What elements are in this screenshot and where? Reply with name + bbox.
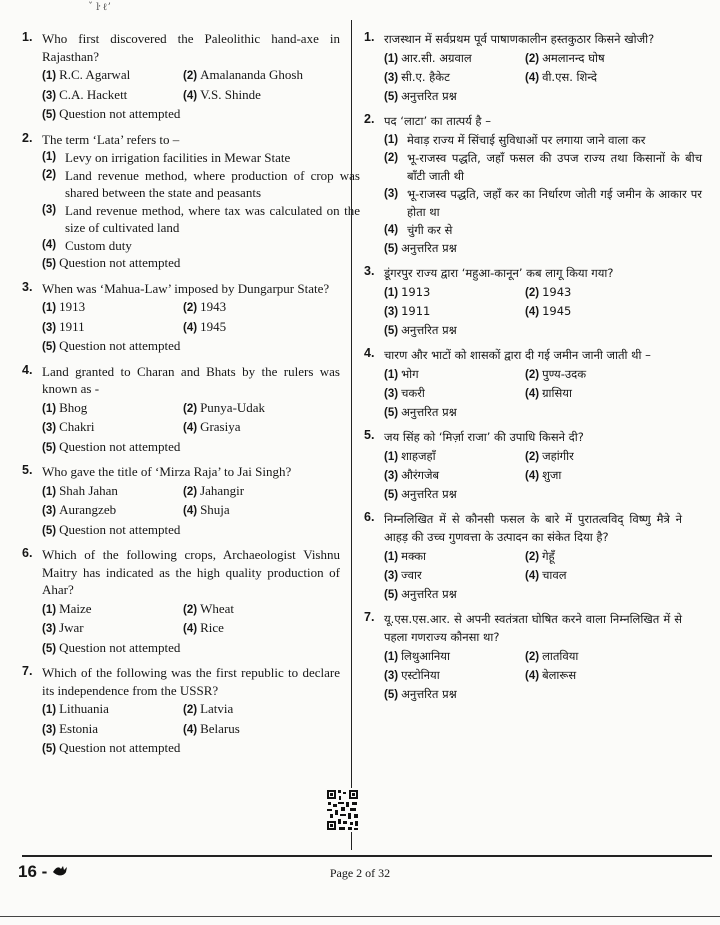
option-5: [384, 585, 702, 604]
option-text: पुण्य-उदक: [542, 367, 587, 381]
option-5: [42, 254, 360, 274]
option-4: [183, 501, 360, 521]
english-column: [22, 30, 360, 765]
option-number: (1): [384, 134, 399, 146]
option-number: (3): [384, 470, 399, 482]
option-1: [42, 298, 183, 318]
option-number: (1): [384, 53, 399, 65]
option-text: Jwar: [59, 620, 84, 635]
option-text: 1943: [542, 285, 572, 299]
option-2: [525, 647, 702, 666]
option-text: भू-राजस्व पद्धति, जहाँ कर का निर्धारण जोती गई जमीन के आकार पर होता था: [407, 187, 702, 219]
option-text: 1913: [59, 299, 86, 314]
option-text: Land revenue method, where tax was calculated on the size of cultivated land: [65, 202, 360, 235]
option-number: (3): [384, 188, 399, 200]
option-number: (4): [183, 623, 198, 635]
option-3: [384, 384, 525, 403]
option-number: (3): [384, 72, 399, 84]
question-number: 1.: [22, 30, 33, 44]
question-text: जय सिंह को ‘मिर्ज़ा राजा’ की उपाधि किसने दी?: [384, 430, 584, 444]
option-5: [42, 739, 360, 759]
option-number: (5): [384, 243, 399, 255]
option-text: शुजा: [542, 468, 562, 482]
question-2: [22, 130, 360, 274]
question-text: डूंगरपुर राज्य द्वारा ‘महुआ-कानून’ कब लागू किया गया?: [384, 266, 614, 280]
question-text: Who gave the title of ‘Mirza Raja’ to Jai Singh?: [42, 464, 292, 479]
option-text: Question not attempted: [59, 106, 181, 121]
option-number: (5): [384, 489, 399, 501]
option-5: [384, 239, 702, 258]
option-text: अमलानन्द घोष: [542, 51, 605, 65]
option-number: (4): [525, 470, 540, 482]
question-text: When was ‘Mahua-Law’ imposed by Dungarpur State?: [42, 280, 330, 296]
question-5: [22, 463, 340, 540]
option-5: [42, 337, 360, 357]
option-2: [525, 547, 702, 566]
option-text: अनुत्तरित प्रश्न: [401, 89, 457, 103]
option-text: सी.ए. हैकेट: [401, 70, 450, 84]
option-number: (1): [42, 70, 57, 82]
options-grid: [384, 447, 682, 504]
option-5: [384, 321, 702, 340]
option-text: Estonia: [59, 720, 99, 736]
question-text: राजस्थान में सर्वप्रथम पूर्व पाषाणकालीन हस्तकुठार किसने खोजी?: [384, 32, 655, 46]
option-3: [384, 466, 525, 485]
option-text: भोग: [401, 367, 419, 381]
option-2: [183, 700, 360, 720]
option-number: (2): [384, 152, 399, 164]
option-number: (1): [384, 369, 399, 381]
option-text: अनुत्तरित प्रश्न: [401, 323, 457, 337]
option-text: ग्रासिया: [542, 386, 572, 400]
option-text: Jahangir: [200, 482, 245, 498]
question-6: [364, 510, 682, 604]
option-text: V.S. Shinde: [200, 86, 261, 102]
option-text: अनुत्तरित प्रश्न: [401, 241, 457, 255]
option-number: (5): [42, 109, 57, 121]
options-grid: [384, 365, 682, 422]
qr-code-icon: [326, 788, 359, 832]
option-number: (5): [384, 325, 399, 337]
option-number: (5): [42, 524, 57, 537]
option-text: Question not attempted: [59, 255, 181, 270]
option-number: (5): [384, 407, 399, 419]
option-number: (5): [384, 91, 399, 103]
option-number: (5): [384, 589, 399, 601]
option-number: (5): [42, 258, 57, 270]
option-text: अनुत्तरित प्रश्न: [401, 587, 457, 601]
option-text: Question not attempted: [59, 639, 181, 655]
page-mark: ˇ ŀ ℓʼ: [88, 2, 111, 13]
option-3: [42, 86, 183, 106]
options-grid: [42, 700, 340, 759]
options-grid: [42, 399, 340, 458]
option-3: [42, 720, 183, 740]
option-4: [183, 318, 360, 338]
option-number: (2): [525, 451, 540, 463]
option-number: (1): [42, 603, 57, 616]
option-text: Custom duty: [65, 237, 132, 253]
option-number: (4): [183, 89, 198, 102]
option-1: [42, 66, 183, 86]
question-6: [22, 546, 340, 658]
option-2: [183, 482, 360, 502]
option-text: Belarus: [200, 720, 240, 736]
question-5: [364, 428, 682, 504]
option-text: Aurangzeb: [59, 502, 117, 517]
question-number: 4.: [364, 346, 375, 360]
option-4: [183, 418, 360, 438]
option-number: (4): [183, 505, 198, 517]
option-text: 1913: [401, 285, 431, 299]
option-1: [384, 365, 525, 384]
option-4: [525, 666, 702, 685]
option-number: (5): [42, 743, 57, 755]
option-1: [384, 131, 702, 149]
question-number: 5.: [22, 463, 33, 477]
question-2: [364, 112, 702, 258]
option-1: [42, 149, 360, 167]
question-number: 3.: [364, 264, 375, 278]
option-number: (4): [525, 306, 540, 318]
hindi-column: [364, 30, 702, 710]
option-1: [384, 647, 525, 666]
option-number: (3): [42, 422, 57, 434]
question-text: चारण और भाटों को शासकों द्वारा दी गई जमीन जानी जाती थी –: [384, 348, 651, 362]
option-number: (1): [42, 151, 57, 163]
option-number: (3): [42, 505, 57, 517]
option-text: 1943: [200, 299, 227, 314]
option-4: [183, 720, 360, 740]
option-number: (5): [42, 341, 57, 353]
option-2: [525, 447, 702, 466]
option-4: [42, 237, 360, 255]
option-number: (3): [42, 623, 57, 635]
option-text: Punya-Udak: [200, 399, 266, 415]
question-7: [364, 610, 682, 704]
option-4: [183, 619, 360, 639]
options-grid: [42, 149, 360, 274]
option-text: Question not attempted: [59, 740, 181, 755]
question-3: [364, 264, 682, 340]
option-number: (2): [525, 651, 540, 663]
option-4: [525, 302, 702, 321]
question-number: 5.: [364, 428, 375, 442]
bottom-rule: [0, 916, 720, 917]
option-1: [384, 547, 525, 566]
option-5: [42, 438, 360, 458]
question-4: [22, 363, 340, 458]
question-3: [22, 280, 340, 357]
options-grid: [42, 66, 340, 125]
option-1: [42, 399, 183, 419]
option-5: [384, 685, 702, 704]
option-5: [384, 403, 702, 422]
option-text: Question not attempted: [59, 338, 181, 353]
option-3: [384, 302, 525, 321]
option-number: (4): [183, 723, 198, 736]
question-number: 4.: [22, 362, 33, 377]
option-2: [183, 66, 360, 86]
option-number: (5): [42, 642, 57, 655]
option-number: (4): [183, 422, 198, 434]
option-2: [384, 149, 702, 185]
option-1: [384, 49, 525, 68]
options-grid: [384, 131, 702, 258]
option-number: (1): [42, 485, 57, 498]
option-2: [525, 283, 702, 302]
option-2: [525, 365, 702, 384]
option-number: (2): [525, 287, 540, 299]
option-5: [384, 485, 702, 504]
option-number: (3): [384, 306, 399, 318]
options-grid: [42, 482, 340, 541]
option-4: [525, 384, 702, 403]
question-number: 1.: [364, 30, 375, 44]
question-4: [364, 346, 682, 422]
option-number: (1): [384, 451, 399, 463]
option-number: (3): [42, 723, 57, 736]
question-text: Who first discovered the Paleolithic hand-axe in Rajasthan?: [42, 31, 340, 64]
options-grid: [384, 283, 682, 340]
option-text: Shah Jahan: [59, 482, 118, 498]
option-number: (1): [42, 402, 57, 415]
option-3: [42, 619, 183, 639]
question-number: 7.: [22, 664, 33, 678]
option-text: लिथुआनिया: [401, 649, 450, 663]
option-text: Shuja: [200, 502, 230, 517]
option-2: [183, 600, 360, 620]
question-number: 6.: [364, 510, 375, 524]
option-text: 1945: [200, 318, 227, 334]
option-number: (1): [384, 287, 399, 299]
question-number: 2.: [22, 130, 33, 145]
option-number: (3): [384, 670, 399, 682]
option-number: (2): [183, 402, 198, 415]
option-2: [42, 167, 360, 202]
option-number: (2): [42, 168, 57, 181]
option-text: ज्वार: [401, 568, 422, 582]
option-text: मक्का: [401, 549, 427, 563]
option-3: [384, 566, 525, 585]
question-text: Which of the following was the first republic to declare its independence from the USSR?: [42, 665, 340, 698]
option-text: गेहूँ: [542, 549, 555, 563]
option-1: [42, 600, 183, 620]
option-text: 1911: [401, 304, 431, 318]
option-3: [384, 185, 702, 221]
option-number: (2): [183, 704, 198, 716]
page-number-left-text: 16 -: [18, 862, 53, 881]
option-number: (1): [42, 704, 57, 716]
question-number: 2.: [364, 112, 375, 126]
option-5: [384, 87, 702, 106]
option-4: [384, 221, 702, 239]
question-1: [22, 30, 340, 125]
option-number: (1): [384, 551, 399, 563]
option-text: औरंगजेब: [401, 468, 440, 482]
option-text: अनुत्तरित प्रश्न: [401, 487, 457, 501]
option-text: Amalananda Ghosh: [200, 67, 303, 82]
option-text: मेवाड़ राज्य में सिंचाई सुविधाओं पर लगाया जाने वाला कर: [407, 133, 646, 147]
option-text: Bhog: [59, 399, 88, 415]
option-text: Lithuania: [59, 701, 109, 716]
option-1: [42, 482, 183, 502]
option-number: (2): [183, 603, 198, 616]
option-text: 1945: [542, 304, 572, 318]
option-3: [42, 418, 183, 438]
options-grid: [384, 647, 682, 704]
option-text: Rice: [200, 620, 224, 635]
option-4: [525, 466, 702, 485]
option-number: (5): [384, 689, 399, 701]
question-number: 3.: [22, 279, 33, 294]
option-number: (4): [42, 238, 57, 251]
options-grid: [42, 600, 340, 659]
option-text: C.A. Hackett: [59, 86, 128, 102]
option-text: जहांगीर: [542, 449, 574, 463]
option-number: (3): [384, 388, 399, 400]
option-1: [384, 447, 525, 466]
option-text: Chakri: [59, 419, 95, 434]
option-text: चुंगी कर से: [407, 223, 453, 237]
option-text: Wheat: [200, 600, 234, 616]
option-number: (2): [183, 70, 198, 82]
question-text: Land granted to Charan and Bhats by the rulers was known as -: [42, 363, 340, 396]
option-number: (4): [525, 670, 540, 682]
option-text: एस्टोनिया: [401, 668, 440, 682]
option-number: (1): [42, 302, 57, 314]
question-number: 6.: [22, 546, 33, 560]
question-text: यू.एस.एस.आर. से अपनी स्वतंत्रता घोषित करने वाला निम्नलिखित में से पहला गणराज्य कौनसा था?: [384, 612, 682, 644]
option-number: (4): [525, 72, 540, 84]
option-3: [42, 318, 183, 338]
option-number: (3): [42, 203, 57, 216]
option-text: Land revenue method, where production of crop was shared between the state and peasants: [65, 167, 360, 200]
option-text: वी.एस. शिन्दे: [542, 70, 597, 84]
option-text: अनुत्तरित प्रश्न: [401, 687, 457, 701]
option-number: (5): [42, 441, 57, 454]
option-3: [42, 501, 183, 521]
option-number: (2): [525, 369, 540, 381]
option-number: (2): [525, 551, 540, 563]
question-text: The term ‘Lata’ refers to –: [42, 131, 180, 147]
option-text: Question not attempted: [59, 521, 181, 537]
option-number: (2): [183, 485, 198, 498]
option-4: [525, 566, 702, 585]
option-number: (4): [525, 388, 540, 400]
option-5: [42, 105, 360, 125]
option-text: बेलारूस: [542, 668, 577, 682]
option-number: (3): [42, 89, 57, 102]
option-1: [384, 283, 525, 302]
option-text: शाहजहाँ: [401, 449, 436, 463]
option-text: भू-राजस्व पद्धति, जहाँ फसल की उपज राज्य तथा किसानों के बीच बाँटी जाती थी: [407, 151, 702, 183]
options-grid: [384, 547, 682, 604]
option-3: [384, 68, 525, 87]
option-text: 1911: [59, 318, 85, 334]
option-text: Levy on irrigation facilities in Mewar State: [65, 150, 291, 165]
option-2: [183, 399, 360, 419]
option-number: (3): [384, 570, 399, 582]
options-grid: [384, 49, 682, 106]
option-4: [183, 86, 360, 106]
option-number: (4): [384, 224, 399, 236]
option-5: [42, 639, 360, 659]
option-text: R.C. Agarwal: [59, 67, 131, 82]
question-7: [22, 664, 340, 759]
question-1: [364, 30, 682, 106]
option-text: Grasiya: [200, 419, 241, 434]
question-number: 7.: [364, 610, 375, 624]
option-number: (4): [525, 570, 540, 582]
option-3: [42, 202, 360, 237]
option-2: [183, 298, 360, 318]
question-text: पद ‘लाटा’ का तात्पर्य है –: [384, 114, 491, 128]
option-number: (1): [384, 651, 399, 663]
option-number: (2): [525, 53, 540, 65]
option-2: [525, 49, 702, 68]
options-grid: [42, 298, 340, 357]
question-text: Which of the following crops, Archaeologist Vishnu Maitry has indicated as the high quality production of Ahar?: [42, 547, 340, 597]
option-text: अनुत्तरित प्रश्न: [401, 405, 457, 419]
option-number: (3): [42, 321, 57, 334]
option-3: [384, 666, 525, 685]
option-number: (2): [183, 302, 198, 314]
option-5: [42, 521, 360, 541]
question-text: निम्नलिखित में से कौनसी फसल के बारे में पुरातत्वविद् विष्णु मैत्रे ने आहड़ की उच्च गुणवत्ता के उत्पादन का संकेत दिया है?: [384, 512, 682, 544]
option-text: Maize: [59, 600, 92, 616]
option-text: आर.सी. अग्रवाल: [401, 51, 472, 65]
option-4: [525, 68, 702, 87]
option-text: Latvia: [200, 701, 234, 716]
footer-rule: [22, 855, 712, 857]
page-indicator: Page 2 of 32: [329, 866, 391, 880]
option-1: [42, 700, 183, 720]
option-text: चकरी: [401, 386, 425, 400]
option-text: चावल: [542, 568, 567, 582]
option-text: Question not attempted: [59, 438, 181, 454]
option-text: लातविया: [542, 649, 579, 663]
option-number: (4): [183, 321, 198, 334]
